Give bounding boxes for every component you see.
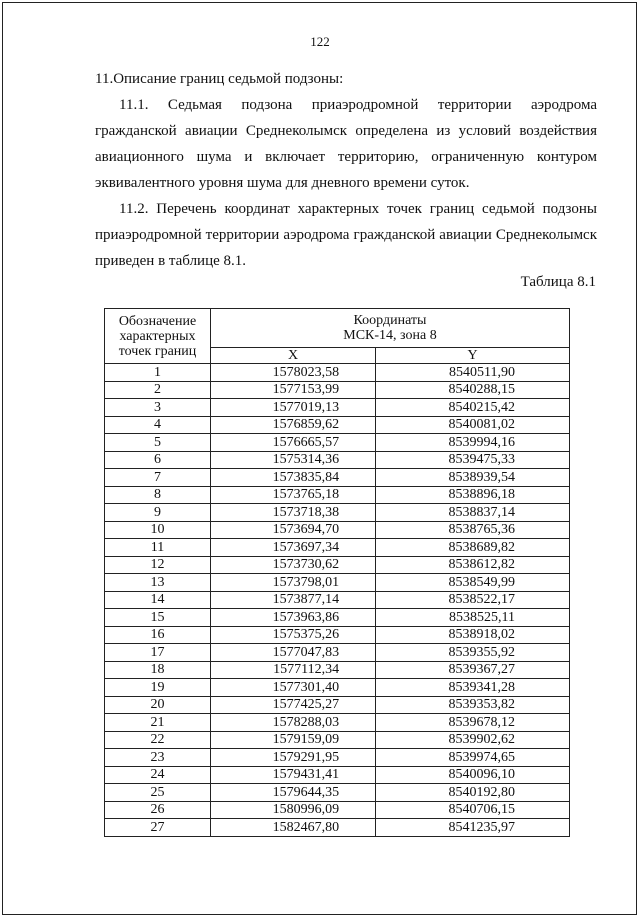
y-coordinate-cell: 8539678,12 xyxy=(376,714,570,732)
x-coordinate-cell: 1577425,27 xyxy=(211,696,376,714)
x-coordinate-cell: 1573730,62 xyxy=(211,556,376,574)
x-coordinate-cell: 1579159,09 xyxy=(211,731,376,749)
point-number-cell: 17 xyxy=(105,644,211,662)
table-row xyxy=(105,626,570,644)
x-coordinate-cell: 1578023,58 xyxy=(211,364,376,382)
x-coordinate-cell: 1579431,41 xyxy=(211,766,376,784)
table-row xyxy=(105,749,570,767)
table-row xyxy=(105,556,570,574)
y-coordinate-cell: 8539367,27 xyxy=(376,661,570,679)
point-number-cell: 15 xyxy=(105,609,211,627)
table-row xyxy=(105,521,570,539)
point-number-cell: 18 xyxy=(105,661,211,679)
x-coordinate-cell: 1573798,01 xyxy=(211,574,376,592)
x-coordinate-cell: 1579644,35 xyxy=(211,784,376,802)
x-coordinate-cell: 1576859,62 xyxy=(211,416,376,434)
paragraph-11-2: 11.2. Перечень координат характерных точек границ седьмой подзоны приаэродромной территории аэродрома гражданской авиации Среднеколымск приведен в таблице 8.1. xyxy=(95,201,597,269)
x-coordinate-cell: 1580996,09 xyxy=(211,801,376,819)
x-coordinate-cell: 1573694,70 xyxy=(211,521,376,539)
y-coordinate-cell: 8538525,11 xyxy=(376,609,570,627)
y-coordinate-cell: 8540215,42 xyxy=(376,399,570,417)
y-coordinate-cell: 8539341,28 xyxy=(376,679,570,697)
table-row xyxy=(105,399,570,417)
table-row xyxy=(105,819,570,837)
point-number-cell: 10 xyxy=(105,521,211,539)
table-row xyxy=(105,486,570,504)
point-number-cell: 9 xyxy=(105,504,211,522)
column-x-header: X xyxy=(211,348,376,364)
table-row xyxy=(105,451,570,469)
x-coordinate-cell: 1573765,18 xyxy=(211,486,376,504)
point-number-cell: 13 xyxy=(105,574,211,592)
coordinates-title: Координаты xyxy=(353,313,427,328)
section-heading: 11.Описание границ седьмой подзоны: xyxy=(95,71,344,87)
table-row xyxy=(105,539,570,557)
table-caption: Таблица 8.1 xyxy=(520,274,596,290)
y-coordinate-cell: 8540706,15 xyxy=(376,801,570,819)
y-coordinate-cell: 8539475,33 xyxy=(376,451,570,469)
point-label-line-2: характерных xyxy=(119,328,196,344)
y-coordinate-cell: 8538549,99 xyxy=(376,574,570,592)
point-number-cell: 11 xyxy=(105,539,211,557)
x-coordinate-cell: 1577019,13 xyxy=(211,399,376,417)
y-coordinate-cell: 8538939,54 xyxy=(376,469,570,487)
point-number-cell: 25 xyxy=(105,784,211,802)
table-row xyxy=(105,784,570,802)
point-label-line-3: точек границ xyxy=(118,343,197,359)
point-number-cell: 24 xyxy=(105,766,211,784)
y-coordinate-cell: 8539353,82 xyxy=(376,696,570,714)
point-number-cell: 22 xyxy=(105,731,211,749)
y-coordinate-cell: 8538689,82 xyxy=(376,539,570,557)
x-coordinate-cell: 1573835,84 xyxy=(211,469,376,487)
x-coordinate-cell: 1575314,36 xyxy=(211,451,376,469)
table-row xyxy=(105,801,570,819)
point-number-cell: 4 xyxy=(105,416,211,434)
point-label-line-1: Обозначение xyxy=(118,313,197,329)
y-coordinate-cell: 8538612,82 xyxy=(376,556,570,574)
point-label-header xyxy=(105,309,211,364)
point-number-cell: 8 xyxy=(105,486,211,504)
y-coordinate-cell: 8539355,92 xyxy=(376,644,570,662)
y-coordinate-cell: 8538918,02 xyxy=(376,626,570,644)
point-number-cell: 12 xyxy=(105,556,211,574)
paragraph-11-1: 11.1. Седьмая подзона приаэродромной территории аэродрома гражданской авиации Среднеколымск определена из условий воздействия авиационного шума и включает территорию, ограниченную контуром эквивалентного уровня шума для дневного времени суток. xyxy=(95,97,597,191)
point-number-cell: 16 xyxy=(105,626,211,644)
x-coordinate-cell: 1582467,80 xyxy=(211,819,376,837)
table-row xyxy=(105,504,570,522)
y-coordinate-cell: 8538896,18 xyxy=(376,486,570,504)
x-coordinate-cell: 1577047,83 xyxy=(211,644,376,662)
point-number-cell: 20 xyxy=(105,696,211,714)
table-row xyxy=(105,416,570,434)
x-coordinate-cell: 1575375,26 xyxy=(211,626,376,644)
y-coordinate-cell: 8540081,02 xyxy=(376,416,570,434)
x-coordinate-cell: 1577153,99 xyxy=(211,381,376,399)
point-number-cell: 23 xyxy=(105,749,211,767)
table-row xyxy=(105,381,570,399)
y-coordinate-cell: 8539994,16 xyxy=(376,434,570,452)
x-coordinate-cell: 1576665,57 xyxy=(211,434,376,452)
point-number-cell: 21 xyxy=(105,714,211,732)
point-number-cell: 14 xyxy=(105,591,211,609)
coordinates-table xyxy=(104,308,570,837)
x-coordinate-cell: 1578288,03 xyxy=(211,714,376,732)
table-row xyxy=(105,766,570,784)
y-coordinate-cell: 8538522,17 xyxy=(376,591,570,609)
y-coordinate-cell: 8538837,14 xyxy=(376,504,570,522)
table-row xyxy=(105,591,570,609)
point-number-cell: 5 xyxy=(105,434,211,452)
coordinate-system: МСК-14, зона 8 xyxy=(343,328,437,343)
point-number-cell: 26 xyxy=(105,801,211,819)
x-coordinate-cell: 1573697,34 xyxy=(211,539,376,557)
table-row xyxy=(105,469,570,487)
point-number-cell: 19 xyxy=(105,679,211,697)
y-coordinate-cell: 8538765,36 xyxy=(376,521,570,539)
y-coordinate-cell: 8541235,97 xyxy=(376,819,570,837)
x-coordinate-cell: 1579291,95 xyxy=(211,749,376,767)
table-row xyxy=(105,714,570,732)
y-coordinate-cell: 8540511,90 xyxy=(376,364,570,382)
table-row xyxy=(105,434,570,452)
table-row xyxy=(105,679,570,697)
table-row xyxy=(105,661,570,679)
point-number-cell: 3 xyxy=(105,399,211,417)
point-number-cell: 27 xyxy=(105,819,211,837)
table-row xyxy=(105,364,570,382)
table-row xyxy=(105,696,570,714)
y-coordinate-cell: 8540096,10 xyxy=(376,766,570,784)
y-coordinate-cell: 8539902,62 xyxy=(376,731,570,749)
point-number-cell: 2 xyxy=(105,381,211,399)
y-coordinate-cell: 8539974,65 xyxy=(376,749,570,767)
y-coordinate-cell: 8540192,80 xyxy=(376,784,570,802)
x-coordinate-cell: 1573718,38 xyxy=(211,504,376,522)
table-row xyxy=(105,574,570,592)
x-coordinate-cell: 1573963,86 xyxy=(211,609,376,627)
coordinates-group-header xyxy=(211,309,570,348)
x-coordinate-cell: 1573877,14 xyxy=(211,591,376,609)
page-number: 122 xyxy=(310,34,330,49)
point-number-cell: 7 xyxy=(105,469,211,487)
point-number-cell: 1 xyxy=(105,364,211,382)
table-row xyxy=(105,731,570,749)
table-row xyxy=(105,609,570,627)
point-number-cell: 6 xyxy=(105,451,211,469)
table-row xyxy=(105,644,570,662)
x-coordinate-cell: 1577112,34 xyxy=(211,661,376,679)
column-y-header: Y xyxy=(376,348,570,364)
y-coordinate-cell: 8540288,15 xyxy=(376,381,570,399)
x-coordinate-cell: 1577301,40 xyxy=(211,679,376,697)
